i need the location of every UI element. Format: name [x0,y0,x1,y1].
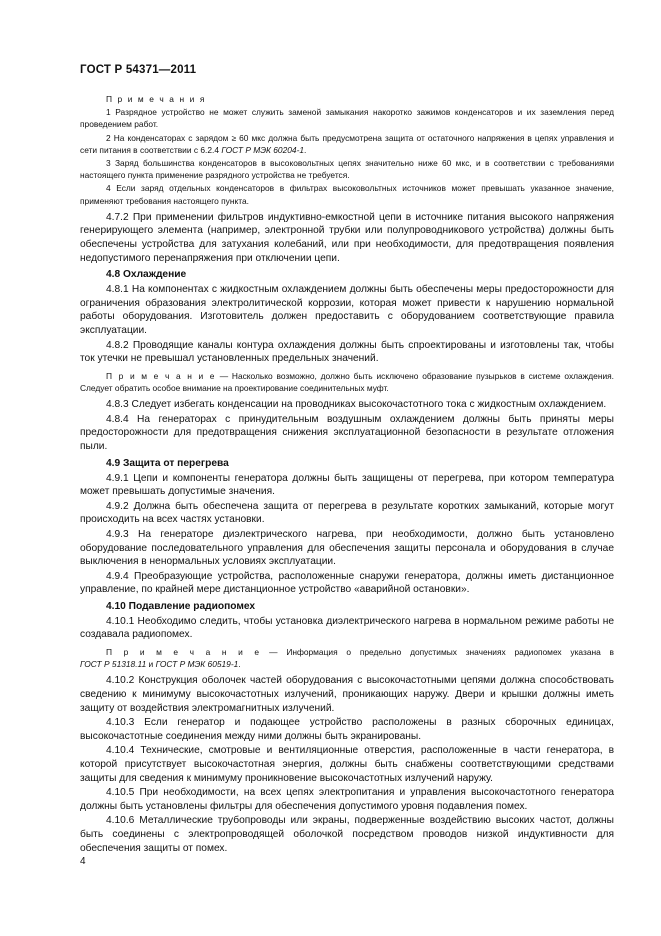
document-header: ГОСТ Р 54371—2011 [80,64,197,76]
note-item-1: 1 Разрядное устройство не может служить заменой замыкания накоротко зажимов конденсаторов и их заземления перед проведением работ. [80,107,614,130]
paragraph-4-8-3: 4.8.3 Следует избегать конденсации на проводниках высокочастотного тока с жидкостным охлаждением. [106,399,607,411]
note-4-10-label: П р и м е ч а н и е [106,647,261,658]
note-item-2-end: . [304,144,307,155]
paragraph-4-9-2: 4.9.2 Должна быть обеспечена защита от перегрева в результате коротких замыканий, которые могут происходить на всех частях установки. [80,500,614,526]
paragraph-4-8-1: 4.8.1 На компонентах с жидкостным охлаждением должны быть обеспечены меры предосторожности для ограничения образования электролитической коррозии, которая может привести к нарушению нормальной работы оборудования. Изготовитель должен предоставить с оборудованием соответствующие правила эксплуатации. [80,284,614,336]
section-heading-4-9: 4.9 Защита от перегрева [106,457,229,469]
paragraph-4-10-2: 4.10.2 Конструкция оболочек частей оборудования с высокочастотными цепями должна способствовать сведению к минимуму высокочастотных излучений, проникающих наружу. Двери и крышки должны иметь защиту от воздействия электромагнитных излучений. [80,675,614,714]
note-4-10-ref-1: ГОСТ Р 51318.11 [80,659,147,670]
note-4-10-line-1 [80,646,614,658]
section-heading-4-10: 4.10 Подавление радиопомех [106,600,256,612]
note-item-2-ref: ГОСТ Р МЭК 60204-1 [221,144,305,155]
page-content [80,93,614,856]
note-4-10-mid: и [146,659,156,670]
note-item-4: 4 Если заряд отдельных конденсаторов в фильтрах высоковольтных источников может превышать указанное значение, применяют требования настоящего пункта. [80,183,614,206]
notes-title: П р и м е ч а н и я [106,94,206,104]
paragraph-4-8-2: 4.8.2 Проводящие каналы контура охлаждения должны быть спроектированы и изготовлены так, чтобы ток утечки не превышал установленных предельных значений. [80,339,614,365]
note-item-2-text: 2 На конденсаторах с зарядом ≥ 60 мкс должна быть предусмотрена защита от остаточного напряжения в цепях управления и сети питания в соответствии с 6.2.4 [80,132,614,155]
paragraph-4-9-4: 4.9.4 Преобразующие устройства, расположенные снаружи генератора, должны иметь дистанционное управление, по крайней мере дистанционное устройство «аварийной остановки». [80,570,614,596]
paragraph-4-10-4: 4.10.4 Технические, смотровые и вентиляционные отверстия, расположенные в части генератора, в которой присутствует высокочастотная энергия, должны быть снабжены соответствующими средствами защиты для сведения к минимуму проникновение высокочастотных излучений наружу. [80,745,614,784]
note-4-8-text: — Насколько возможно, должно быть исключено образование пузырьков в системе охлаждения. Следует обратить особое внимание на проектирование соединительных муфт. [80,370,614,393]
paragraph-4-10-5: 4.10.5 При необходимости, на всех цепях электропитания и управления высокочастотного генератора должны быть установлены фильтры для обеспечения допустимого уровня подавления помех. [80,787,614,812]
paragraph-4-9-1: 4.9.1 Цепи и компоненты генератора должны быть защищены от перегрева, при котором температура может превышать допустимые значения. [80,472,614,498]
note-item-2 [80,132,614,156]
paragraph-4-9-3: 4.9.3 На генераторе диэлектрического нагрева, при необходимости, должно быть установлено оборудование последовательного управления для обеспечения защиты персонала и оборудования в случае выключения в ненормальных условиях эксплуатации. [80,528,614,568]
paragraph-4-10-6: 4.10.6 Металлические трубопроводы или экраны, подверженные воздействию высоких частот, должны быть соединены с электропроводящей оболочкой посредством проводов низкой индуктивности для обеспечения защиты от помех. [80,815,614,854]
paragraph-4-8-4: 4.8.4 На генераторах с принудительным воздушным охлаждением должны быть приняты меры предосторожности для предотвращения снижения эксплуатационной безопасности в результате отложения пыли. [80,413,614,452]
note-4-10-end: . [238,659,241,670]
note-4-10 [80,646,614,670]
note-4-8 [80,370,614,394]
note-4-10-ref-2: ГОСТ Р МЭК 60519-1 [155,659,239,670]
paragraph-4-10-1: 4.10.1 Необходимо следить, чтобы установка диэлектрического нагрева в нормальном режиме работы не создавала радиопомех. [80,615,614,641]
note-4-8-label: П р и м е ч а н и е [106,370,216,381]
paragraph-4-10-3: 4.10.3 Если генератор и подающее устройство расположены в разных сборочных единицах, высокочастотные соединения между ними должны быть экранированы. [80,717,614,742]
paragraph-4-7-2: 4.7.2 При применении фильтров индуктивно-емкостной цепи в источнике питания высокого напряжения генерирующего элемента (например, электронной трубки или полупроводникового устройства) должны быть обеспечены устройства для затухания колебаний, или при необходимости, для предотвращения появления недопустимого перенапряжения при отключении цепи. [80,211,614,264]
page-number: 4 [80,856,86,867]
note-4-10-line-2 [80,658,614,670]
note-4-10-text: — Информация о предельно допустимых значениях радиопомех указана в [260,647,614,658]
note-item-3: 3 Заряд большинства конденсаторов в высоковольтных цепях значительно ниже 60 мкс, и в соответствии с требованиями настоящего пункта применение разрядного устройства не требуется. [80,158,614,181]
section-heading-4-8: 4.8 Охлаждение [106,269,187,281]
